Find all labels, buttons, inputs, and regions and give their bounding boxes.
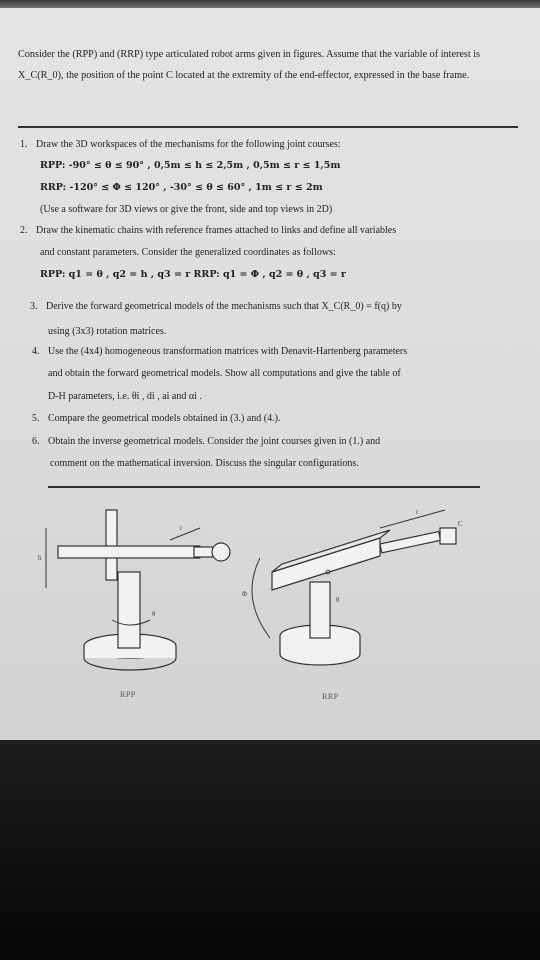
item-number: 1. bbox=[20, 139, 28, 150]
item-number: 2. bbox=[20, 225, 28, 236]
homework-sheet bbox=[0, 8, 540, 750]
item-4-continuation-2: D-H parameters, i.e. θi , di , ai and αi . bbox=[48, 391, 202, 402]
intro-paragraph: Consider the (RPP) and (RRP) type articulated robot arms given in figures. Assume that the variable of interest is X_C(R_0), the position of the point C located at the extremity of the end-effector, expressed in the base frame. bbox=[18, 49, 481, 81]
item-text: Derive the forward geometrical models of the mechanisms such that X_C(R_0) = f(q) by bbox=[46, 301, 402, 312]
item-number: 5. bbox=[32, 413, 40, 424]
item-1-line bbox=[20, 139, 341, 150]
item-number: 3. bbox=[30, 301, 38, 312]
symbol-r: r bbox=[180, 524, 183, 532]
generalized-coordinates: RPP: q1 = θ , q2 = h , q3 = r RRP: q1 = Φ , q2 = θ , q3 = r bbox=[40, 269, 346, 280]
symbol-theta: θ bbox=[152, 610, 156, 618]
symbol-r: r bbox=[416, 508, 419, 516]
symbol-c: C bbox=[458, 520, 463, 528]
symbol-phi: Φ bbox=[242, 590, 248, 598]
phi-arc bbox=[252, 558, 270, 638]
r-axis-arrow bbox=[170, 528, 200, 540]
r-axis-arrow bbox=[380, 510, 445, 528]
item-text: Compare the geometrical models obtained in (3.) and (4.). bbox=[48, 413, 281, 424]
item-text: Obtain the inverse geometrical models. Consider the joint courses given in (1.) and bbox=[48, 436, 381, 447]
rrp-robot-figure bbox=[230, 498, 490, 708]
item-3-line bbox=[30, 301, 402, 312]
rrp-label: RRP bbox=[322, 692, 339, 701]
rpp-label: RPP bbox=[120, 690, 136, 699]
item-2-line bbox=[20, 225, 396, 236]
rpp-joint-courses: RPP: -90° ≤ θ ≤ 90° , 0,5m ≤ h ≤ 2,5m , 0,5m ≤ r ≤ 1,5m bbox=[40, 160, 341, 171]
item-4-continuation-1: and obtain the forward geometrical models. Show all computations and give the table of bbox=[48, 368, 401, 379]
item-2-continuation: and constant parameters. Consider the generalized coordinates as follows: bbox=[40, 247, 336, 258]
item-number: 4. bbox=[32, 346, 40, 357]
item-6-line bbox=[32, 436, 380, 447]
divider-top bbox=[18, 126, 518, 128]
item-4-line bbox=[32, 346, 407, 357]
item-number: 6. bbox=[32, 436, 40, 447]
item-text: Use the (4x4) homogeneous transformation matrices with Denavit-Hartenberg parameters bbox=[48, 346, 408, 357]
dark-background bbox=[0, 740, 540, 960]
rpp-robot-figure bbox=[30, 498, 250, 708]
symbol-theta: θ bbox=[336, 596, 340, 604]
item-text: Draw the 3D workspaces of the mechanisms for the following joint courses: bbox=[36, 139, 341, 150]
software-note: (Use a software for 3D views or give the front, side and top views in 2D) bbox=[40, 204, 333, 215]
item-5-line bbox=[32, 413, 280, 424]
item-text: Draw the kinematic chains with reference frames attached to links and define all variables bbox=[36, 225, 397, 236]
item-6-continuation: comment on the mathematical inversion. Discuss the singular configurations. bbox=[50, 458, 359, 469]
divider-bottom bbox=[48, 486, 480, 488]
item-3-continuation: using (3x3) rotation matrices. bbox=[48, 326, 167, 337]
rrp-joint-courses: RRP: -120° ≤ Φ ≤ 120° , -30° ≤ θ ≤ 60° , 1m ≤ r ≤ 2m bbox=[40, 182, 323, 193]
symbol-h: h bbox=[38, 554, 42, 562]
